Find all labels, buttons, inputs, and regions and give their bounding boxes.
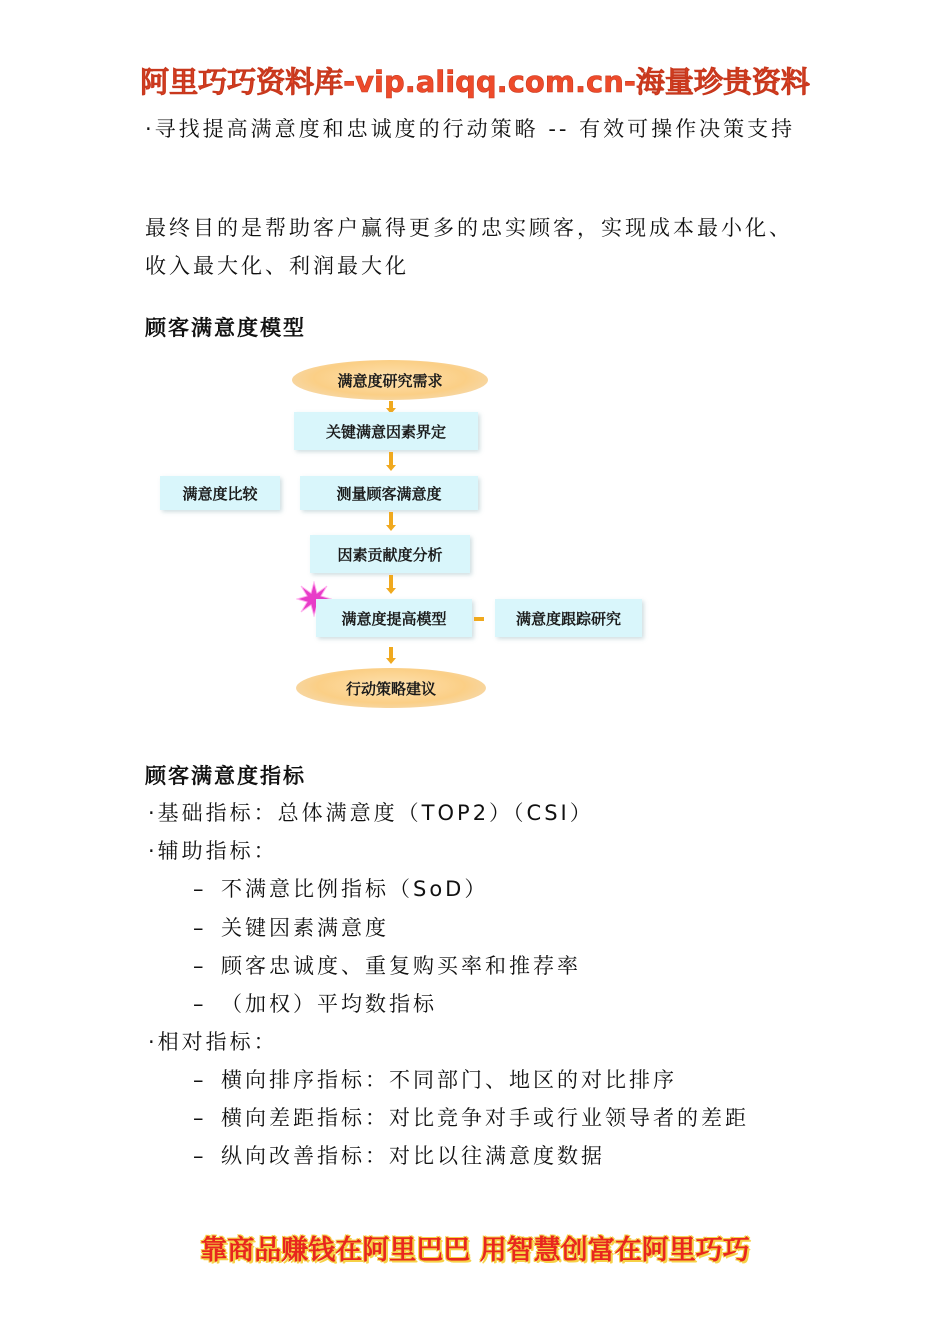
relative-item: – 横向差距指标：对比竞争对手或行业领导者的差距	[193, 1106, 749, 1130]
relative-item: – 横向排序指标：不同部门、地区的对比排序	[193, 1068, 677, 1092]
satisfaction-model-flowchart	[150, 355, 650, 715]
aux-item: – 顾客忠诚度、重复购买率和推荐率	[193, 954, 581, 978]
node-contribution: 因素贡献度分析	[310, 535, 470, 573]
relative-indicator-label: ·相对指标：	[148, 1030, 278, 1054]
arrow-4	[389, 575, 393, 589]
relative-item: – 纵向改善指标：对比以往满意度数据	[193, 1144, 605, 1168]
node-compare: 满意度比较	[160, 476, 280, 510]
arrow-2	[389, 452, 393, 466]
aux-item: – 关键因素满意度	[193, 916, 389, 940]
node-action: 行动策略建议	[296, 668, 486, 708]
header-banner: 阿里巧巧资料库-vip.aliqq.com.cn-海量珍贵资料	[140, 65, 810, 99]
basic-indicator: ·基础指标：总体满意度（TOP2）（CSI）	[148, 801, 594, 825]
model-heading: 顾客满意度模型	[145, 316, 306, 340]
aux-item: – （加权）平均数指标	[193, 992, 437, 1016]
node-measure: 测量顾客满意度	[300, 476, 478, 510]
intro-strategy-text: ·寻找提高满意度和忠诚度的行动策略 -- 有效可操作决策支持	[145, 117, 796, 141]
connector-improve-tracking	[474, 617, 484, 621]
arrow-3	[389, 512, 393, 526]
node-tracking: 满意度跟踪研究	[495, 599, 642, 637]
node-key-factors: 关键满意因素界定	[294, 412, 478, 450]
aux-item: – 不满意比例指标（SoD）	[193, 877, 489, 901]
node-improve-model: 满意度提高模型	[316, 599, 472, 637]
node-research-need: 满意度研究需求	[292, 360, 488, 400]
intro-goal-text: 最终目的是帮助客户赢得更多的忠实顾客，实现成本最小化、收入最大化、利润最大化	[145, 216, 793, 278]
aux-indicator-label: ·辅助指标：	[148, 839, 278, 863]
arrow-5	[389, 647, 393, 659]
indicators-heading: 顾客满意度指标	[145, 764, 306, 788]
arrow-1	[389, 401, 393, 409]
footer-banner: 靠商品赚钱在阿里巴巴 用智慧创富在阿里巧巧	[200, 1235, 750, 1266]
